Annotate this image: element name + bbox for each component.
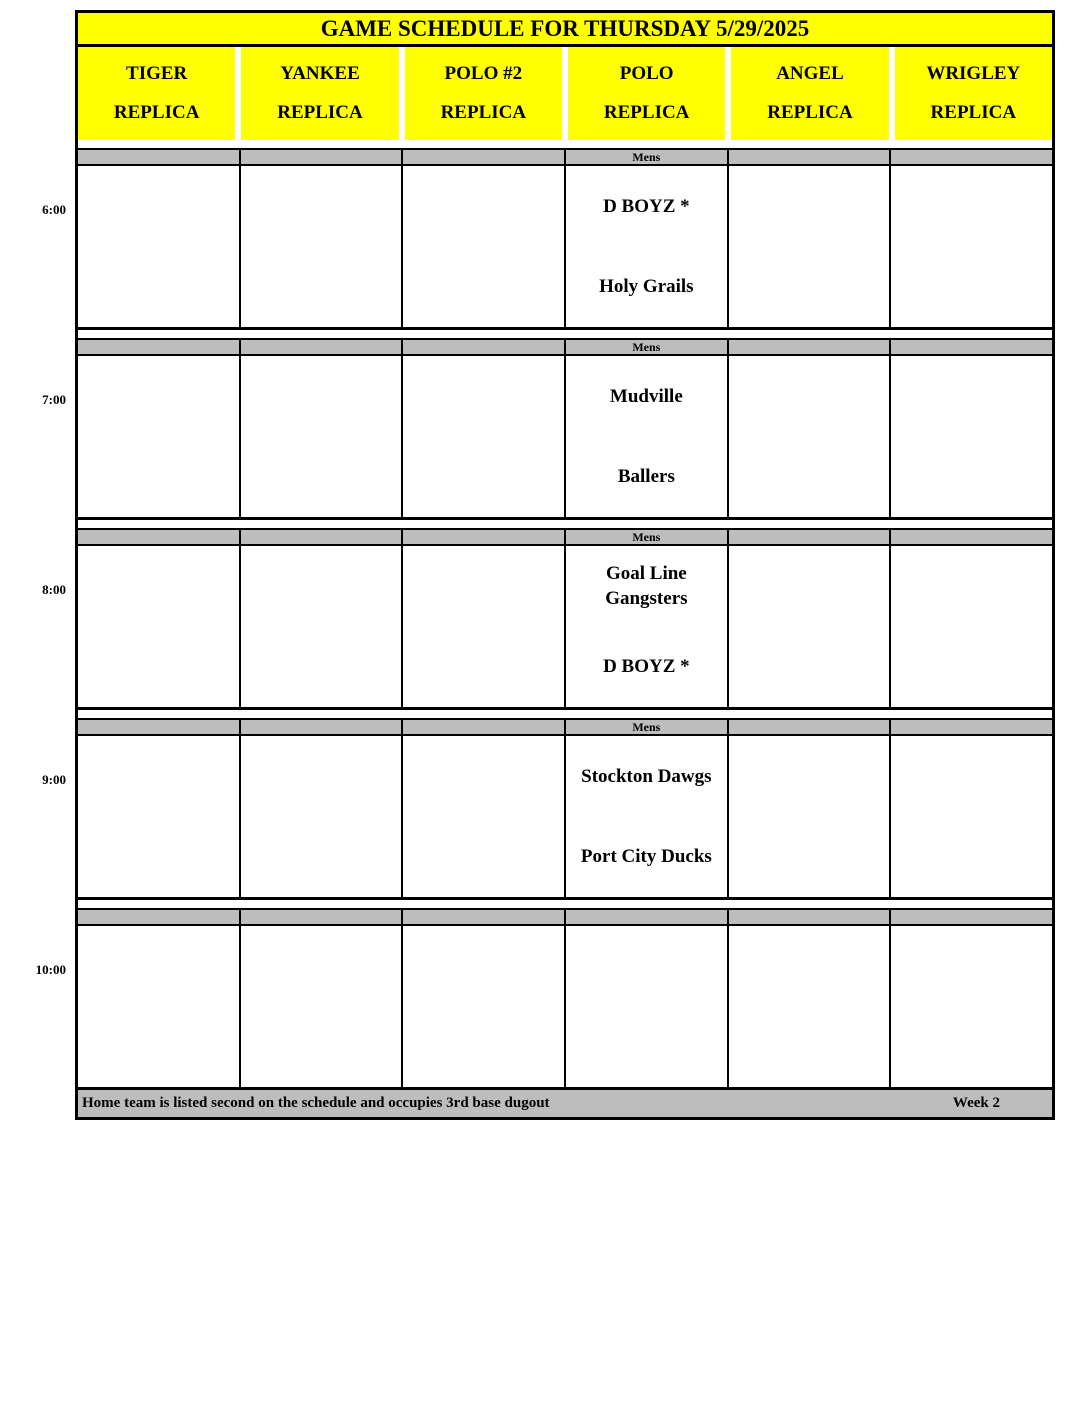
game-cell-tiger — [78, 926, 241, 1087]
division-band-cell — [403, 150, 566, 164]
away-team: Stockton Dawgs — [581, 765, 712, 787]
time-label-8: 8:00 — [42, 582, 66, 597]
week-label: Week 2 — [952, 1095, 1000, 1111]
field-header-row — [78, 47, 1052, 140]
game-cell-wrigley — [891, 166, 1052, 327]
division-band-cell — [403, 720, 566, 734]
game-row-6 — [78, 166, 1052, 330]
game-cell-angel — [729, 736, 892, 897]
home-team: Ballers — [617, 466, 675, 488]
game-row-10 — [78, 926, 1052, 1090]
division-label: Mens — [632, 719, 661, 734]
division-band-cell — [729, 340, 892, 354]
field-type: REPLICA — [603, 102, 690, 123]
time-label-9: 9:00 — [42, 772, 66, 787]
footer-note: Home team is listed second on the schedule and occupies 3rd base dugout — [82, 1095, 550, 1111]
home-team: Port City Ducks — [580, 846, 712, 868]
away-team: Goal Line Gangsters — [605, 563, 688, 610]
division-band-8 — [78, 528, 1052, 546]
game-cell-angel — [729, 926, 892, 1087]
home-team: D BOYZ * — [603, 656, 690, 678]
game-row-9 — [78, 736, 1052, 900]
game-cell-yankee — [241, 736, 404, 897]
game-cell-wrigley — [891, 736, 1052, 897]
row-gap — [78, 520, 1052, 528]
division-band-cell — [241, 340, 404, 354]
division-band-cell — [729, 150, 892, 164]
away-team: D BOYZ * — [603, 195, 690, 217]
division-band-cell — [891, 910, 1052, 924]
division-band-cell — [403, 910, 566, 924]
home-team — [566, 1007, 727, 1088]
division-label: Mens — [632, 529, 661, 544]
division-label-cell — [566, 720, 729, 734]
game-cell-tiger — [78, 166, 241, 327]
division-band-cell — [241, 530, 404, 544]
game-cell-polo — [566, 736, 729, 897]
division-band-cell — [891, 150, 1052, 164]
field-header-wrigley — [895, 47, 1052, 140]
game-cell-polo2 — [403, 356, 566, 517]
game-cell-polo2 — [403, 166, 566, 327]
field-name: YANKEE — [280, 63, 360, 84]
division-band-cell — [729, 530, 892, 544]
game-cell-tiger — [78, 736, 241, 897]
field-header-yankee — [241, 47, 398, 140]
division-band-10 — [78, 908, 1052, 926]
division-band-cell — [78, 150, 241, 164]
division-band-9 — [78, 718, 1052, 736]
division-band-cell — [891, 340, 1052, 354]
division-band-6 — [78, 148, 1052, 166]
field-header-polo2 — [405, 47, 562, 140]
field-header-angel — [731, 47, 888, 140]
game-cell-yankee — [241, 166, 404, 327]
game-row-8 — [78, 546, 1052, 710]
game-cell-wrigley — [891, 926, 1052, 1087]
division-band-cell — [403, 340, 566, 354]
away-team — [566, 926, 727, 1007]
division-band-cell — [403, 530, 566, 544]
game-cell-angel — [729, 356, 892, 517]
game-row-7 — [78, 356, 1052, 520]
division-band-cell — [241, 910, 404, 924]
game-cell-polo2 — [403, 546, 566, 707]
game-cell-angel — [729, 166, 892, 327]
field-type: REPLICA — [113, 102, 200, 123]
row-gap — [78, 140, 1052, 148]
field-name: POLO #2 — [444, 63, 523, 84]
field-header-tiger — [78, 47, 235, 140]
division-band-cell — [241, 720, 404, 734]
division-band-cell — [78, 530, 241, 544]
field-name: WRIGLEY — [926, 63, 1021, 84]
division-label-cell — [566, 150, 729, 164]
field-header-polo — [568, 47, 725, 140]
field-type: REPLICA — [440, 102, 527, 123]
game-cell-yankee — [241, 356, 404, 517]
row-gap — [78, 710, 1052, 718]
division-band-cell — [78, 720, 241, 734]
away-team: Mudville — [609, 385, 683, 407]
game-cell-wrigley — [891, 546, 1052, 707]
game-cell-yankee — [241, 926, 404, 1087]
division-band-cell — [78, 340, 241, 354]
game-cell-angel — [729, 546, 892, 707]
division-band-cell — [78, 910, 241, 924]
game-cell-polo — [566, 546, 729, 707]
game-cell-tiger — [78, 546, 241, 707]
schedule-title: GAME SCHEDULE FOR THURSDAY 5/29/2025 — [78, 13, 1052, 47]
home-team: Holy Grails — [599, 276, 694, 298]
division-label-cell — [566, 530, 729, 544]
time-label-6: 6:00 — [42, 202, 66, 217]
footer-band — [78, 1090, 1052, 1117]
division-band-7 — [78, 338, 1052, 356]
schedule-table — [75, 10, 1055, 1120]
division-band-cell — [241, 150, 404, 164]
field-name: POLO — [619, 63, 674, 84]
game-cell-polo — [566, 166, 729, 327]
game-cell-wrigley — [891, 356, 1052, 517]
division-band-cell — [891, 720, 1052, 734]
game-cell-polo2 — [403, 736, 566, 897]
division-label: Mens — [632, 149, 661, 164]
field-name: ANGEL — [776, 63, 844, 84]
row-gap — [78, 900, 1052, 908]
field-name: TIGER — [126, 63, 188, 84]
division-label-cell — [566, 340, 729, 354]
time-label-10: 10:00 — [35, 962, 66, 977]
row-gap — [78, 330, 1052, 338]
division-band-cell — [891, 530, 1052, 544]
game-cell-polo2 — [403, 926, 566, 1087]
division-label: Mens — [632, 339, 661, 354]
game-cell-yankee — [241, 546, 404, 707]
game-cell-polo — [566, 356, 729, 517]
division-label-cell — [566, 910, 729, 924]
game-cell-tiger — [78, 356, 241, 517]
time-label-7: 7:00 — [42, 392, 66, 407]
game-cell-polo — [566, 926, 729, 1087]
division-band-cell — [729, 720, 892, 734]
field-type: REPLICA — [930, 102, 1017, 123]
division-band-cell — [729, 910, 892, 924]
field-type: REPLICA — [767, 102, 853, 123]
field-type: REPLICA — [277, 102, 363, 123]
